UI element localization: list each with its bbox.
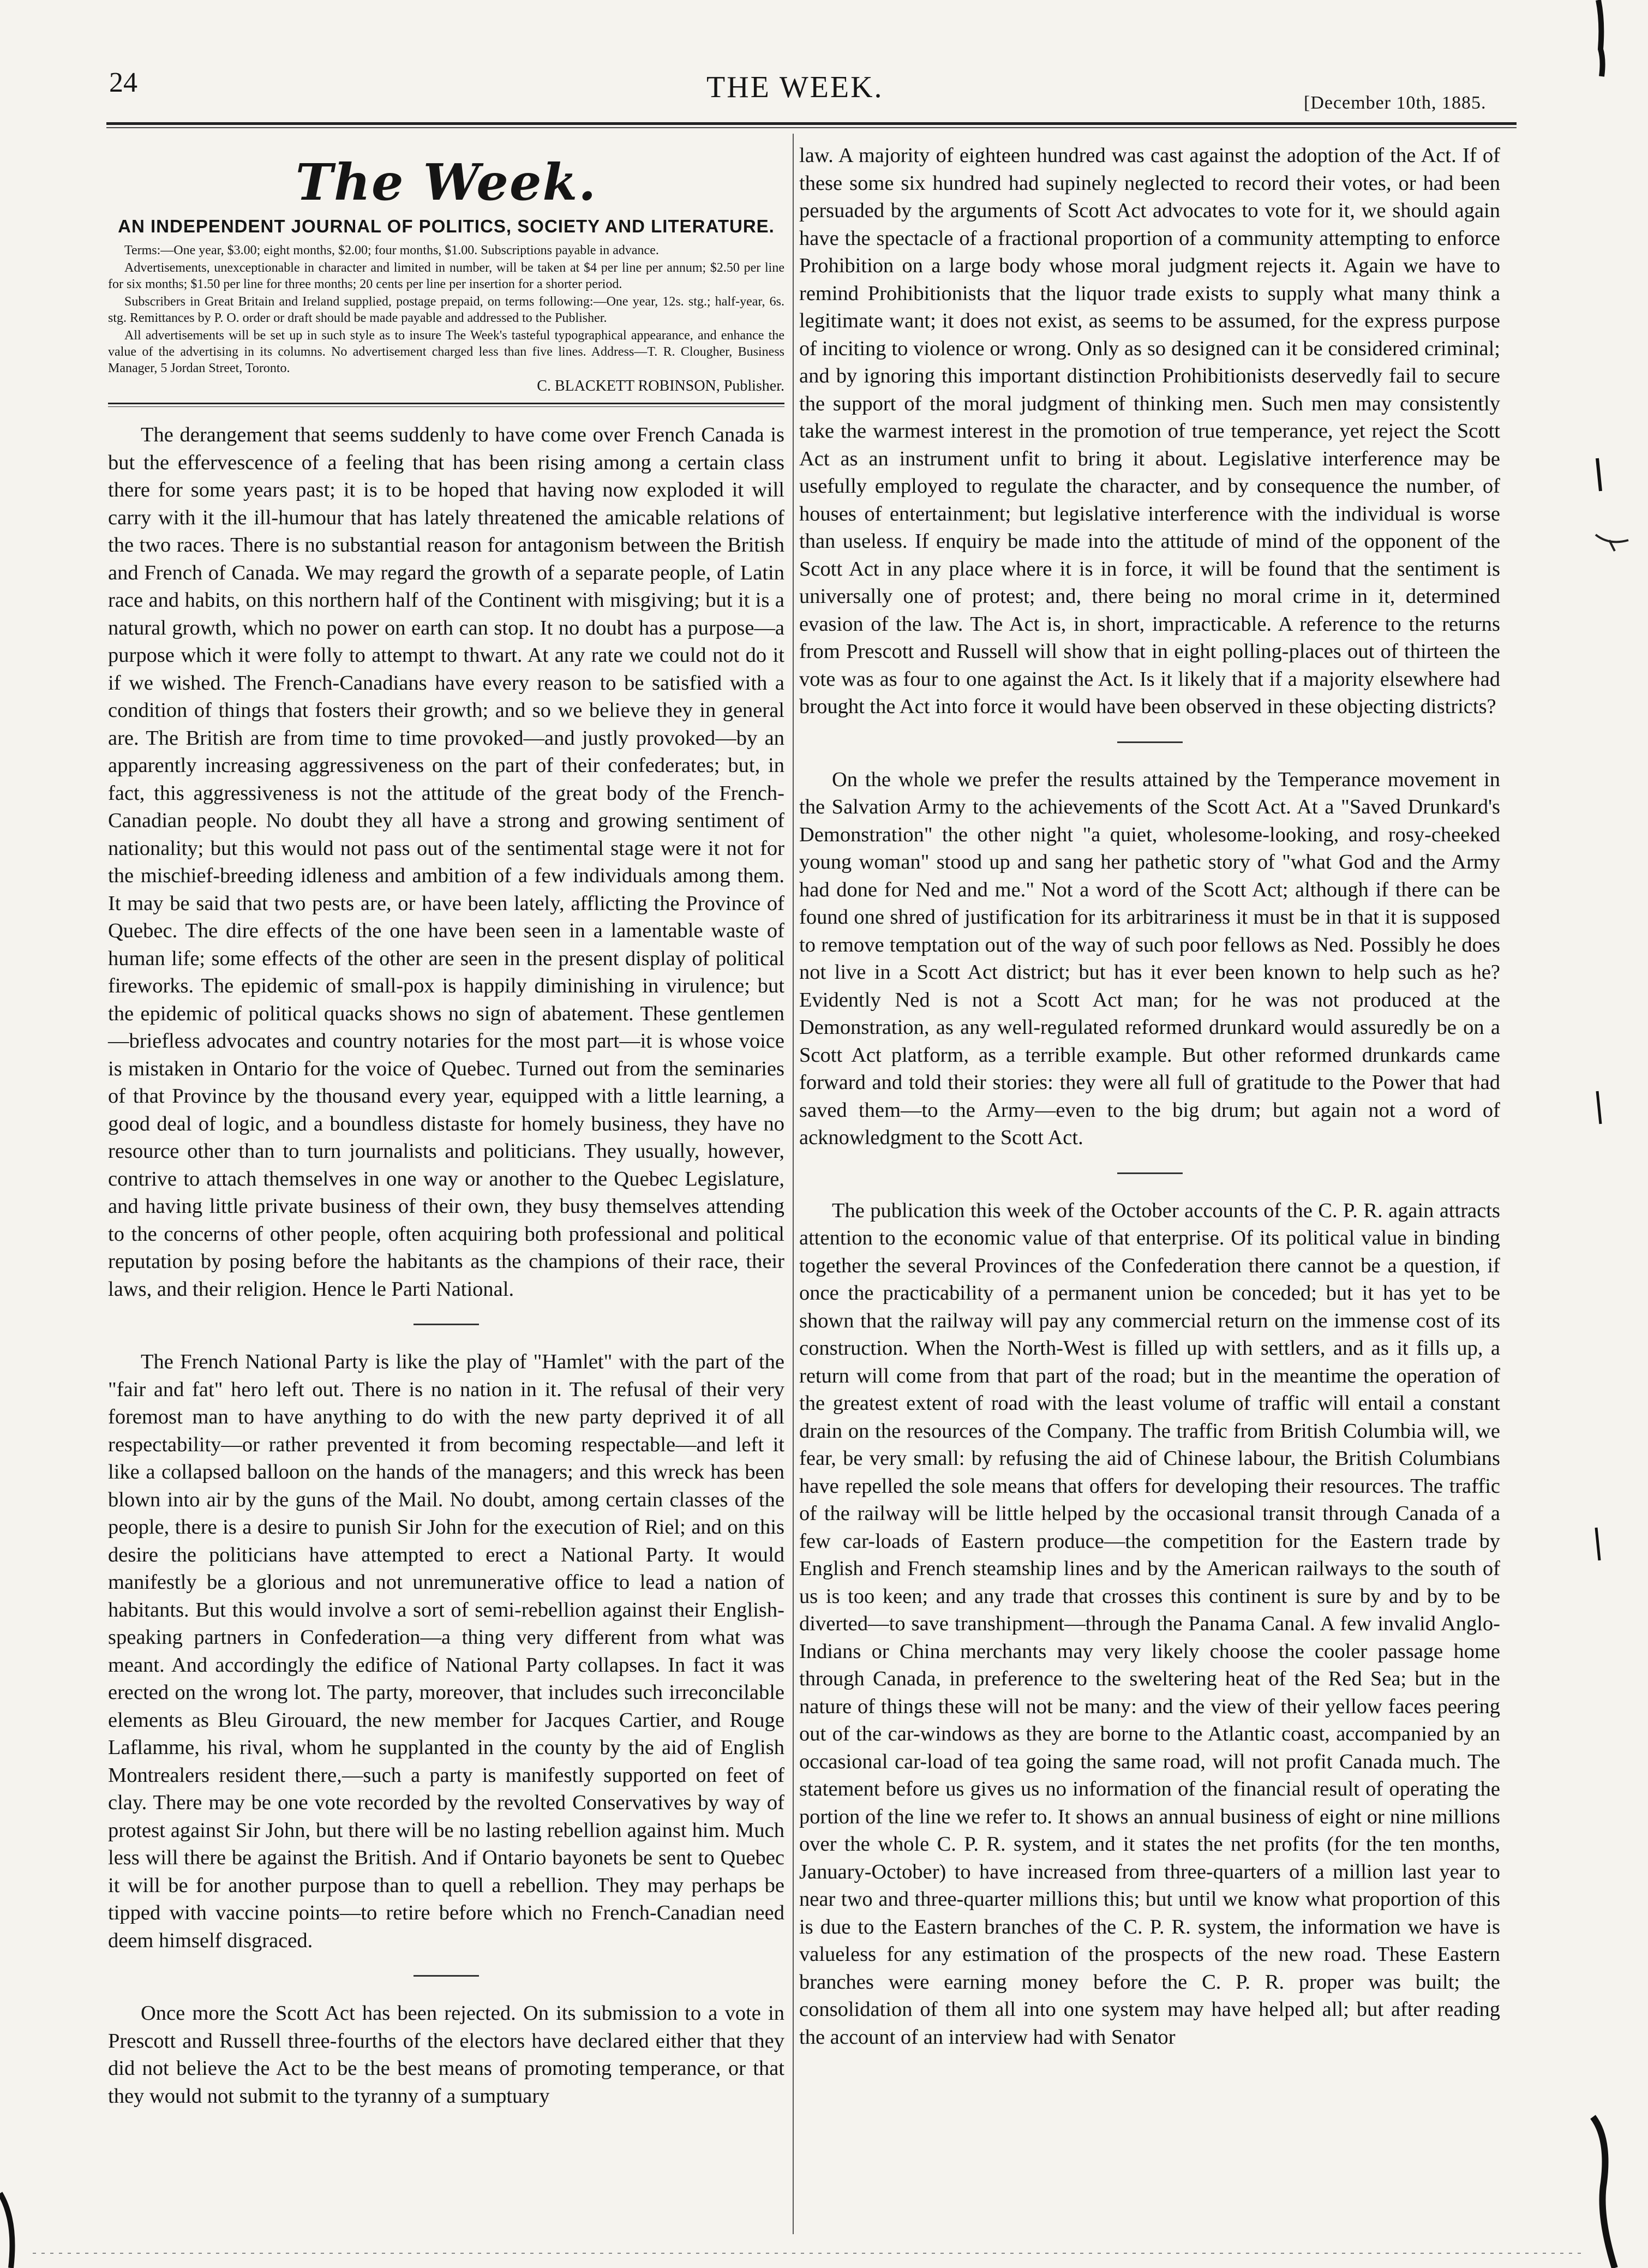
issue-date: [December 10th, 1885. bbox=[1304, 93, 1487, 113]
terms-advertisements: Advertisements, unexceptionable in character and limited in number, will be taken at $4 per line per annum; $2.50 per line for six months; $1.50 per line for three months; 20 cents per line per insertion for a shorter period. bbox=[108, 261, 784, 291]
page-number: 24 bbox=[109, 67, 137, 98]
article-paragraph: law. A majority of eighteen hundred was cast against the adoption of the Act. If of these some six hundred had supinely neglected to record their votes, or had been persuaded by the arguments of Scott Act advocates to vote for it, we should again have the spectacle of a fractional proportion of a community attempting to enforce Prohibition on a large body whose moral judgment rejects it. Again we have to remind Prohibitionists that the liquor trade exists to supply what many think a legitimate want; it does not exist, as seems to be assumed, for the express purpose of inciting to violence or wrong. Only as so designed can it be considered criminal; and by ignoring this important distinction Prohibitionists deservedly fail to secure the support of the moral judgment of thinking men. Such men may consistently take the warmest interest in the promotion of true temperance, yet reject the Scott Act as an instrument unfit to bring it about. Legislative interference may be usefully employed to regulate the character, and by consequence the number, of houses of entertainment; but legislative interference with the individual is worse than useless. If enquiry be made into the attitude of mind of the opponent of the Scott Act in any place where it is in force, it will be found that the sentiment is universally one of protest; and, there being no moral crime in it, determined evasion of the law. The Act is, in short, impracticable. A reference to the returns from Prescott and Russell will show that in eight polling-places out of thirteen the vote was as four to one against the Act. Is it likely that if a majority elsewhere had brought the Act into force it would have been observed in these objecting districts? bbox=[799, 144, 1500, 718]
terms-subscription: Terms:—One year, $3.00; eight months, $2.00; four months, $1.00. Subscriptions payable in advance. bbox=[124, 243, 659, 258]
article-paragraph: The French National Party is like the play of "Hamlet" with the part of the "fair and fat" hero left out. There is no nation in it. The refusal of their very foremost man to have anything to do with the new party deprived it of all respectability—or rather prevented it from becoming respectable—and left it like a collapsed balloon on the hands of the managers; and this wreck has been blown into air by the guns of the Mail. No doubt, among certain classes of the people, there is a desire to punish Sir John for the execution of Riel; and on this desire the politicians have attempted to erect a National Party. It would manifestly be a glorious and not unremunerative office to lead a nation of habitants. But this would involve a sort of semi-rebellion against their English-speaking partners in Confederation—a thing very different from what was meant. And accordingly the edifice of National Party collapses. In fact it was erected on the wrong lot. The party, moreover, that includes such irreconcilable elements as Bleu Girouard, the new member for Jacques Cartier, and Rouge Laflamme, his rival, whom he supplanted in the county by the aid of English Montrealers resident there,—such a party is manifestly supported on feet of clay. There may be one vote recorded by the revolted Conservatives by way of protest against Sir John, but there will be no lasting rebellion against him. Much less will there be against the British. And if Ontario bayonets be sent to Quebec it will be for another purpose than to quell a rebellion. They may perhaps be tipped with vaccine points—to retire before which no French-Canadian need deem himself disgraced. bbox=[108, 1350, 784, 1952]
publisher-line: C. BLACKETT ROBINSON, Publisher. bbox=[537, 378, 784, 394]
right-column bbox=[799, 142, 1500, 2051]
section-separator bbox=[414, 1975, 479, 1977]
page-header bbox=[0, 0, 1648, 128]
article-paragraph: The publication this week of the October accounts of the C. P. R. again attracts attention to the economic value of that enterprise. Of its political value in binding together the several Provinces of the Confederation there cannot be a question, if once the practicability of a permanent union be conceded; but it has yet to be shown that the railway will pay any commercial return on the immense cost of its construction. When the North-West is filled up with settlers, and as it fills up, a return will come from that part of the road; but in the meantime the operation of the greatest extent of road with the least volume of traffic will entail a constant drain on the resources of the Company. The traffic from British Columbia will, we fear, be very small: by refusing the aid of Chinese labour, the British Columbians have repelled the sole means that offers for developing their resources. The traffic of the railway will be little helped by the occasional transit through Canada of a few car-loads of Eastern produce—the competition for the Eastern trade by English and French steamship lines and by the American railways to the south of us is too keen; and any trade that crosses this continent is sure by and by to be diverted—to save transhipment—through the Panama Canal. A few invalid Anglo-Indians or China merchants may very likely choose the cooler passage home through Canada, in preference to the sweltering heat of the Red Sea; but in the nature of things these will not be many: and the view of their yellow faces peering out of the car-windows as they are borne to the Atlantic coast, accompanied by an occasional car-load of tea going the same road, will not profit Canada much. The statement before us gives us no information of the financial result of operating the portion of the line we refer to. It shows an annual business of eight or nine millions over the whole C. P. R. system, and it states the net profits (for the ten months, January-October) to have increased from three-quarters of a million last year to near two and three-quarter millions this; but until we know what proportion of this is due to the Eastern branches of the C. P. R. system, the information we have is valueless for any estimation of the prospects of the new road. These Eastern branches were earning money before the C. P. R. proper was built; the consolidation of them all into one system may have helped all; but after reading the account of an interview had with Senator bbox=[799, 1199, 1500, 2049]
column-divider bbox=[793, 134, 794, 2234]
article-paragraph: The derangement that seems suddenly to have come over French Canada is but the effervescence of a feeling that has been rising among a certain class there for some years past; it is to be hoped that having now exploded it will carry with it the ill-humour that has lately threatened the amicable relations of the two races. There is no substantial reason for antagonism between the British and French of Canada. We may regard the growth of a separate people, of Latin race and habits, on this northern half of the Continent with misgiving; but it is a natural growth, which no power on earth can stop. It no doubt has a purpose—a purpose which it were folly to attempt to thwart. At any rate we could not do it if we wished. The French-Canadians have every reason to be satisfied with a condition of things that fosters their growth; and so we believe they in general are. The British are from time to time provoked—and justly provoked—by an apparently increasing aggressiveness on the part of their confederates; but, in fact, this aggressiveness is not the attitude of the great body of the French-Canadian people. No doubt they all have a strong and growing sentiment of nationality; but this would not pass out of the sentimental stage were it not for the mischief-breeding idleness and ambition of a few individuals among them. It may be said that two pests are, or have been lately, afflicting the Province of Quebec. The dire effects of the one have been seen in a lamentable waste of human life; some effects of the other are seen in the present display of political fireworks. The epidemic of small-pox is happily diminishing in virulence; but the epidemic of political quacks shows no sign of abatement. These gentlemen —briefless advocates and country notaries for the most part—it is whose voice is mistaken in Ontario for the voice of Quebec. Turned out from the seminaries of that Province by the thousand every year, equipped with a little learning, a good deal of logic, and a boundless distaste for homely business, they have no resource other than to turn journalists and politicians. They usually, however, contrive to attach themselves in one way or another to the Quebec Legislature, and having little private business of their own, they busy themselves attending to the concerns of other people, often acquiring both professional and political reputation by posing before the habitants as the champions of their race, their laws, and their religion. Hence le Parti National. bbox=[108, 423, 784, 1301]
section-separator bbox=[414, 1324, 479, 1325]
terms-britain: Subscribers in Great Britain and Ireland supplied, postage prepaid, on terms following:—One year, 12s. stg.; half-year, 6s. stg. Remittances by P. O. order or draft should be made payable and addressed to the Publisher. bbox=[108, 295, 784, 325]
bottom-edge-marks bbox=[0, 2171, 1648, 2268]
running-title: THE WEEK. bbox=[706, 70, 884, 104]
masthead-rule-thin bbox=[108, 406, 784, 407]
left-column bbox=[108, 142, 784, 2110]
article-paragraph: Once more the Scott Act has been rejected. On its submission to a vote in Prescott and Russell three-fourths of the electors have declared either that they did not believe the Act to be the best means of promoting temperance, or that they would not submit to the tyranny of a sumptuary bbox=[108, 2002, 784, 2108]
article-paragraph: On the whole we prefer the results attained by the Temperance movement in the Salvation Army to the achievements of the Scott Act. At a "Saved Drunkard's Demonstration" the other night "a quiet, wholesome-looking, and rosy-cheeked young woman" stood up and sang her pathetic story of "what God and the Army had done for Ned and me." Not a word of the Scott Act; although if there can be found one shred of justification for its arbitrariness it must be in that it is supposed to remove temptation out of the way of such poor fellows as Ned. Possibly he does not live in a Scott Act district; but has it ever been known to help such as he? Evidently Ned is not a Scott Act man; for he was not produced at the Demonstration, as any well-regulated reformed drunkard would assuredly be on a Scott Act platform, as a terrible example. But other reformed drunkards came forward and told their stories: they were all full of gratitude to the Power that had saved them—to the Army—even to the big drum; but again not a word of acknowledgment to the Scott Act. bbox=[799, 768, 1500, 1149]
header-rule bbox=[106, 122, 1517, 125]
section-separator bbox=[1117, 741, 1183, 743]
masthead-subtitle: AN INDEPENDENT JOURNAL OF POLITICS, SOCIETY AND LITERATURE. bbox=[118, 216, 775, 236]
binding-edge-marks bbox=[1577, 0, 1642, 2268]
section-separator bbox=[1117, 1172, 1183, 1174]
terms-style: All advertisements will be set up in such style as to insure The Week's tasteful typographical appearance, and enhance the value of the advertising in its columns. No advertisement charged less than five lines. Address—T. R. Clougher, Business Manager, 5 Jordan Street, Toronto. bbox=[108, 328, 784, 375]
masthead-rule bbox=[108, 403, 784, 404]
masthead bbox=[108, 153, 784, 407]
masthead-title: The Week. bbox=[295, 153, 597, 212]
masthead-terms bbox=[108, 242, 784, 376]
header-rule-thin bbox=[106, 127, 1517, 128]
